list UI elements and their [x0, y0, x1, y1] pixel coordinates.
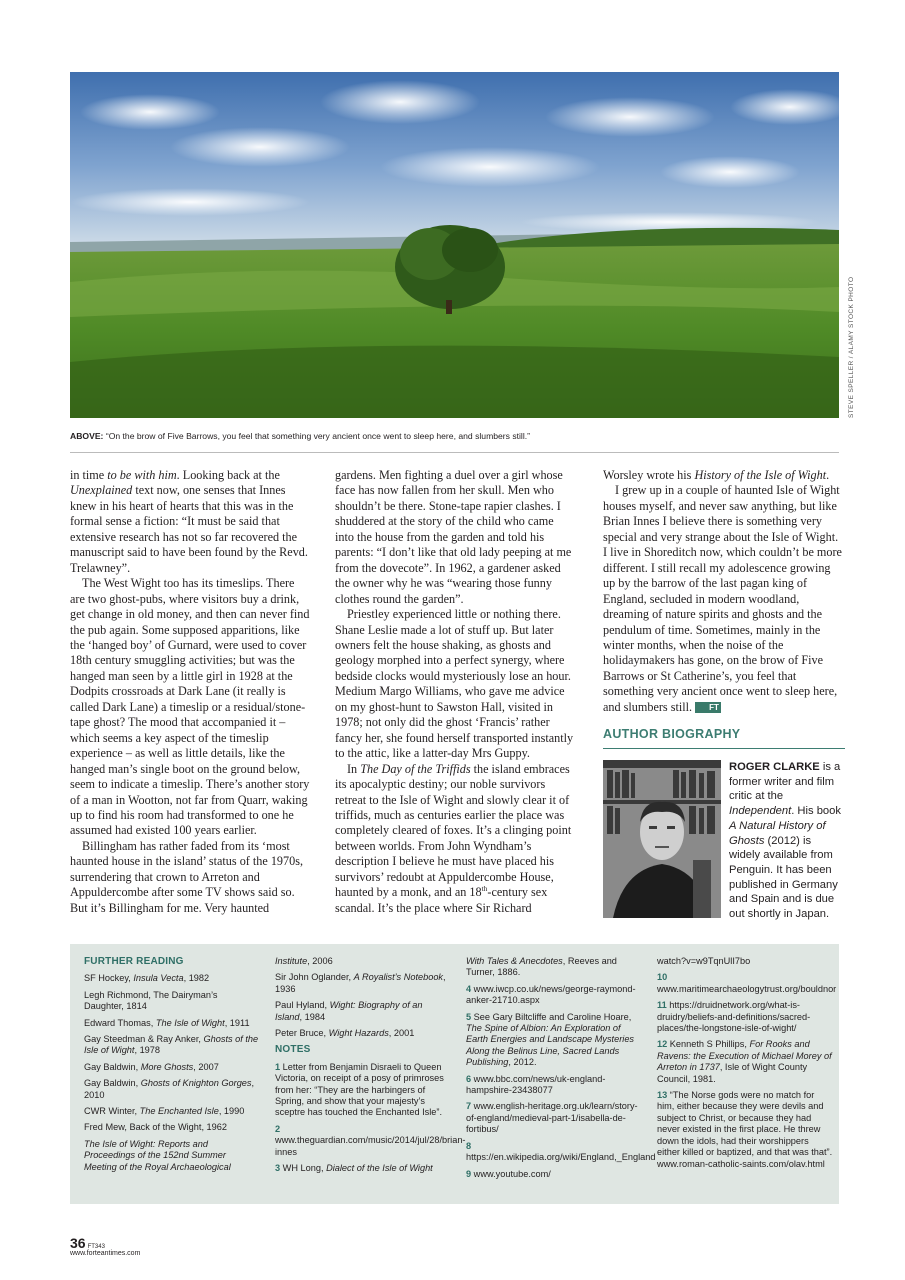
- text-run: Gay Baldwin,: [84, 1078, 141, 1089]
- text-run: Priestley experienced little or nothing there. Shane Leslie made a lot of stuff up. But later owners felt the house shaking, as ghosts and geology morphed into a perfect synergy, where bedside clocks would mysteriously lose an hour. Medium Margo Williams, who gave me advice on my ghost-hunt to Sawston Hall, visited in 1978; not only did the ghost ‘Francis’ rather fancy her, she found herself transported instantly to the attic, like a latter-day Mrs Guppy.: [335, 607, 574, 761]
- text-run: is a former writer and film critic at the: [729, 761, 841, 803]
- further-reading-column-1: [84, 956, 259, 1178]
- article-column-2: [335, 468, 575, 916]
- reference-entry: [275, 972, 451, 995]
- paragraph: [335, 607, 575, 762]
- note-number: 7: [466, 1101, 472, 1112]
- further-reading-column-3: [466, 956, 656, 1185]
- photo-caption: [70, 431, 839, 441]
- text-run: Legh Richmond, The Dairyman’s Daughter, 1814: [84, 989, 218, 1012]
- caption-label: ABOVE:: [70, 431, 104, 441]
- text-run: Edward Thomas,: [84, 1017, 156, 1028]
- text-run: https://druidnetwork.org/what-is-druidry/beliefs-and-definitions/sacred-places/the-longstone-isle-of-wight/: [657, 1000, 811, 1034]
- reference-entry: [84, 1078, 259, 1101]
- reference-entry: [275, 1062, 451, 1119]
- section-heading: NOTES: [275, 1044, 311, 1056]
- paragraph: [70, 468, 310, 576]
- text-run: www.english-heritage.org.uk/learn/story-of-england/medieval-part-1/isabella-de-fortibus/: [466, 1101, 638, 1135]
- text-run: Fred Mew, Back of the Wight, 1962: [84, 1122, 227, 1133]
- italic-text: The Isle of Wight: Reports and Proceedings of the 152nd Summer Meeting of the Royal Archaeological: [84, 1138, 231, 1172]
- text-run: In: [347, 761, 361, 776]
- issue-number: FT343: [87, 1244, 105, 1250]
- text-run: (2012) is widely available from Penguin. It has been published in Germany and Spain and is due out shortly in Japan.: [729, 834, 838, 921]
- text-run: Billingham has rather faded from its ‘most haunted house in the island’ status of the 1970s, surrendering that crown to Arreton and Appuldercombe after some TV shows said so. But it’s Billingham for me. Very haunted: [70, 838, 303, 915]
- italic-text: Insula Vecta: [133, 973, 184, 984]
- reference-entry: [275, 956, 451, 967]
- reference-entry: [275, 1163, 451, 1174]
- text-run: www.iwcp.co.uk/news/george-raymond-anker-21710.aspx: [466, 983, 636, 1006]
- author-name: ROGER CLARKE: [729, 761, 820, 773]
- text-run: Letter from Benjamin Disraeli to Queen Victoria, on receipt of a posy of primroses from her: “They are the harbingers of Spring, and show that your majesty’s sceptre has touched the Enchanted Isle”.: [275, 1061, 444, 1118]
- text-run: , 1982: [183, 973, 210, 984]
- section-heading: FURTHER READING: [84, 956, 184, 967]
- text-run: text now, one senses that Innes knew in his heart of hearts that this was in the formal sense a fiction: “It must be said that extensive research has not so far recovered the manuscript said to have been found by the Revd. Trelawney”.: [70, 483, 308, 575]
- italic-text: A Natural History of Ghosts: [729, 819, 826, 847]
- reference-entry: [275, 1000, 451, 1023]
- reference-entry: [84, 1018, 259, 1029]
- text-run: , 2010: [84, 1078, 255, 1100]
- note-number: 8: [466, 1140, 472, 1151]
- article-column-3: [603, 468, 845, 715]
- note-number: 3: [275, 1163, 281, 1174]
- italic-text: More Ghosts: [140, 1061, 194, 1072]
- reference-entry: [275, 1123, 466, 1158]
- reference-entry: [84, 1034, 259, 1057]
- text-run: CWR Winter,: [84, 1106, 140, 1117]
- further-reading-box: [70, 944, 839, 1204]
- superscript: th: [481, 884, 488, 894]
- caption-divider: [70, 452, 839, 453]
- text-run: , 1990: [218, 1106, 245, 1117]
- end-mark-badge: FT: [695, 702, 721, 713]
- note-number: 2: [275, 1123, 281, 1134]
- italic-text: History of the Isle of Wight: [694, 468, 827, 482]
- reference-entry: [275, 1028, 451, 1039]
- reference-entry: [84, 1062, 259, 1073]
- text-run: , 2006: [307, 956, 333, 966]
- italic-text: Dialect of the Isle of Wight: [326, 1163, 433, 1174]
- text-run: , 1984: [299, 1011, 326, 1022]
- reference-entry: [466, 1074, 642, 1097]
- text-run: in time: [70, 468, 108, 482]
- italic-text: Institute: [275, 956, 308, 966]
- text-run: , Reeves and Turner, 1886.: [466, 956, 617, 978]
- text-run: gardens. Men fighting a duel over a girl whose face has now fallen from her skull. Men who shouldn’t be there. Stone-tape rapier clashes. I shuddered at the story of the child who came into the house from the garden and told his parents: “I don’t like that old lady peeping at me from the dovecote”. In 1962, a gardener asked the owner why he was “wearing those funny clothes round the garden”.: [335, 468, 572, 606]
- italic-text: The Isle of Wight: [155, 1017, 225, 1028]
- text-run: .: [826, 468, 830, 482]
- reference-entry: [84, 973, 259, 984]
- text-run: , 2012.: [508, 1057, 537, 1068]
- note-number: 6: [466, 1073, 472, 1084]
- article-column-1: [70, 468, 310, 916]
- italic-text: The Day of the Triffids: [360, 761, 471, 776]
- note-number: 12: [657, 1039, 668, 1050]
- text-run: watch?v=w9TqnUlI7bo: [657, 956, 751, 966]
- text-run: I grew up in a couple of haunted Isle of Wight houses myself, and never saw anything, but like Brian Innes I believe there is something very special and very strange about the Isle of Wight. I live in Shoreditch now, which couldn’t be more different. I still recall my adolescence growing up by the barrow of the last pagan king of England, secluded in modern woodland, dreaming of nature spirits and ghosts and the pendulum of time. Sometimes, mainly in the winter months, when the noise of the holidaymakers has gone, on the brow of Five Barrows or St Catherine’s, you feel that something very ancient once went to sleep here, and slumbers still.: [603, 483, 842, 714]
- text-run: WH Long,: [280, 1163, 327, 1174]
- text-run: , 2007: [193, 1061, 219, 1072]
- page-number: [70, 1235, 105, 1251]
- text-run: the island embraces its apocalyptic destiny; our noble survivors retreat to the Isle of Wight and slowly clear it of triffids, much as centuries earlier the place was completely cleared of foxes. It’s a clinging point between worlds. From John Wyndham’s description I believe he must have placed his survivors’ redoubt at Appuldercombe House, haunted by a monk, and an 18: [335, 761, 572, 900]
- author-biography-heading: AUTHOR BIOGRAPHY: [603, 727, 741, 741]
- italic-text: A Royalist’s Notebook: [353, 972, 444, 983]
- reference-entry: [657, 1000, 833, 1034]
- reference-entry: [657, 1090, 833, 1170]
- paragraph: [335, 762, 575, 917]
- text-run: , 2001: [388, 1028, 415, 1039]
- text-run: -century sex scandal. It’s the place where Sir Richard: [335, 885, 548, 915]
- reference-entry: [657, 1039, 833, 1085]
- text-run: www.theguardian.com/music/2014/jul/28/brian-innes: [275, 1135, 466, 1157]
- text-run: Paul Hyland,: [275, 1000, 330, 1011]
- text-run: Sir John Oglander,: [275, 972, 354, 983]
- reference-entry: [84, 990, 259, 1013]
- website-url[interactable]: www.forteantimes.com: [70, 1250, 141, 1257]
- text-run: Kenneth S Phillips,: [667, 1039, 750, 1050]
- text-run: www.bbc.com/news/uk-england-hampshire-23438077: [466, 1073, 606, 1096]
- text-run: , 1911: [224, 1017, 250, 1028]
- bio-divider: [603, 748, 845, 749]
- text-run: Peter Bruce,: [275, 1028, 329, 1039]
- paragraph: [70, 576, 310, 839]
- paragraph: [70, 839, 310, 916]
- landscape-photo: [70, 72, 839, 418]
- caption-text: “On the brow of Five Barrows, you feel that something very ancient once went to sleep here, and slumbers still.”: [105, 431, 530, 441]
- author-biography-text: [729, 760, 845, 922]
- italic-text: Unexplained: [70, 483, 133, 498]
- paragraph: [603, 468, 845, 483]
- italic-text: to be with him: [107, 468, 177, 482]
- photo-credit: STEVE SPELLER / ALAMY STOCK PHOTO: [848, 276, 855, 418]
- reference-entry: [84, 1122, 259, 1133]
- italic-text: Ghosts of Knighton Gorges: [140, 1078, 252, 1089]
- note-number: 1: [275, 1061, 281, 1072]
- note-number: 11: [657, 1000, 667, 1011]
- text-run: https://en.wikipedia.org/wiki/England,_England: [466, 1152, 656, 1163]
- reference-entry: [657, 956, 833, 967]
- text-run: “The Norse gods were no match for him, either because they were devils and subject to Christ, or because they had never existed in the first place. He threw down the idols, had their worshippers either killed or baptized, and that was that”. www.roman-catholic-saints.com/olav.html: [657, 1090, 833, 1169]
- note-number: 9: [466, 1168, 472, 1179]
- italic-text: For Rooks and Ravens: the Execution of Michael Morey of Arreton in 1737: [657, 1039, 832, 1073]
- reference-entry: [466, 956, 642, 979]
- text-run: . His book: [791, 805, 841, 818]
- text-run: , 1936: [275, 972, 446, 994]
- text-run: SF Hockey,: [84, 973, 134, 984]
- text-run: Worsley wrote his: [603, 468, 695, 482]
- reference-entry: [84, 1106, 259, 1117]
- paragraph: [603, 483, 845, 715]
- note-number: 10: [657, 972, 668, 983]
- reference-entry: [466, 1169, 642, 1180]
- note-number: 5: [466, 1011, 472, 1022]
- author-photo: [603, 760, 721, 918]
- further-reading-column-2: [275, 956, 466, 1180]
- note-number: 13: [657, 1090, 668, 1101]
- reference-entry: [466, 984, 642, 1007]
- text-run: . Looking back at the: [176, 468, 280, 482]
- reference-entry: [657, 972, 837, 995]
- reference-entry: [84, 1139, 259, 1173]
- text-run: , Isle of Wight County Council, 1981.: [657, 1062, 808, 1084]
- further-reading-column-4: [657, 956, 837, 1175]
- reference-entry: [466, 1012, 642, 1069]
- reference-entry: [466, 1140, 656, 1164]
- italic-text: Independent: [729, 805, 792, 818]
- italic-text: With Tales & Anecdotes: [466, 956, 563, 966]
- text-run: Gay Steedman & Ray Anker,: [84, 1034, 204, 1045]
- text-run: The West Wight too has its timeslips. There are two ghost-pubs, where visitors buy a drink, get change in old money, and then can never find the pub again. Some supposed apparitions, like the ‘hanged boy’ of Gurnard, were used to cover 18th century smuggling activities; but was the hanged man seen by a little girl in 1928 at the Dodpits crossroads at Dark Lane (it really is called Dark Lane) a timeslip or a residual/stone-tape ghost? The mood that accompanied it – which seems a key aspect of the timeslip experience – as well as little details, like the hanged man’s single boot on the ground below, seem to indicate a timeslip. There’s another story of a man in Wootton, not far from Quarr, waking up to find his room had transformed to one he assumed had existed 100 years earlier.: [70, 576, 310, 838]
- text-run: , 1978: [134, 1045, 161, 1056]
- note-number: 4: [466, 983, 472, 994]
- text-run: www.maritimearchaeologytrust.org/bouldnor: [657, 983, 837, 994]
- italic-text: Ghosts of the Isle of Wight: [84, 1034, 259, 1056]
- paragraph: [335, 468, 575, 607]
- text-run: www.youtube.com/: [471, 1168, 551, 1179]
- italic-text: The Spine of Albion: An Exploration of Earth Energies and Landscape Mysteries Along the Belinus Line, Sacred Lands Publishing: [466, 1023, 635, 1068]
- text-run: Gay Baldwin,: [84, 1061, 141, 1072]
- text-run: See Gary Biltcliffe and Caroline Hoare,: [471, 1011, 632, 1022]
- reference-entry: [466, 1101, 642, 1135]
- italic-text: The Enchanted Isle: [139, 1106, 219, 1117]
- page-number-value: 36: [70, 1235, 86, 1251]
- italic-text: Wight Hazards: [328, 1028, 389, 1039]
- italic-text: Wight: Biography of an Island: [275, 1000, 423, 1022]
